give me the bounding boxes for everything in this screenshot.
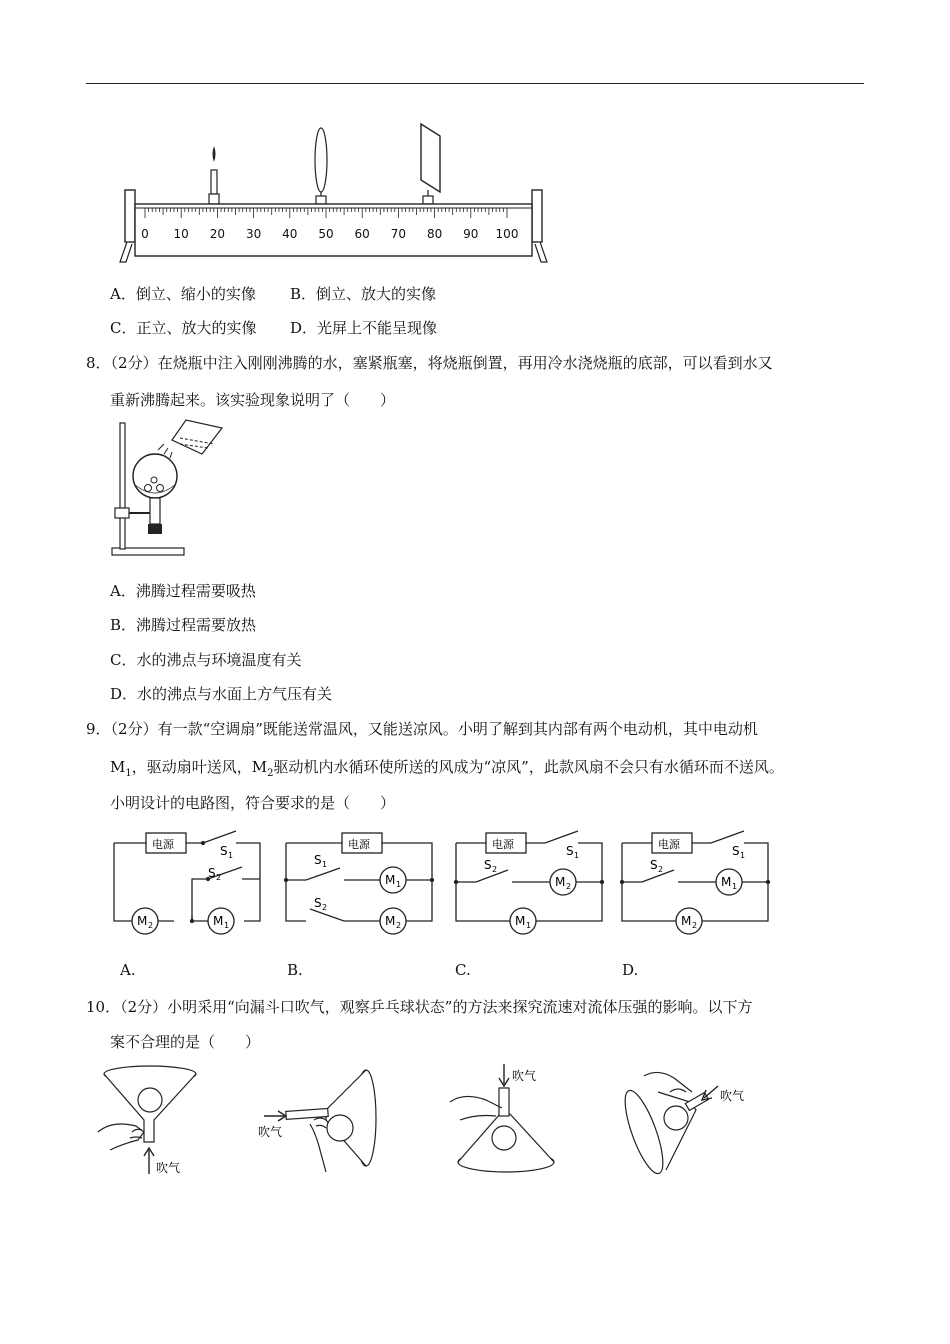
light-screen-icon xyxy=(421,124,440,204)
q9-stem-line2 xyxy=(110,757,784,784)
ruler-label: 60 xyxy=(354,227,370,241)
circuit-c-s1: S xyxy=(566,844,574,858)
circuit-diagram-d xyxy=(616,825,776,940)
q9-stem-text-c: 驱动机内水循环使所送的风成为“凉风”，此款风扇不会只有水循环而不送风。 xyxy=(273,758,784,776)
funnel-b-blow-label: 吹气 xyxy=(258,1125,283,1139)
page-top-rule xyxy=(86,83,864,84)
q7-option-c[interactable]: C．正立、放大的实像 xyxy=(110,319,257,337)
water-beaker-icon xyxy=(158,420,222,458)
ruler-label: 40 xyxy=(282,227,298,241)
circuit-c-m2-sub: 2 xyxy=(566,882,572,891)
circuit-a-m1-sub: 1 xyxy=(224,921,230,930)
funnel-figure-b xyxy=(250,1062,390,1182)
optical-bench-figure xyxy=(110,120,560,270)
circuit-d-m2-sub: 2 xyxy=(692,921,698,930)
arrow-left-icon-d xyxy=(702,1086,718,1100)
circuit-b-s1-sub: 1 xyxy=(322,860,328,869)
circuit-d-s2-sub: 2 xyxy=(658,865,664,874)
circuit-b-power-label: 电源 xyxy=(348,838,370,851)
circuit-a-s1-sub: 1 xyxy=(228,851,234,860)
ruler-label: 30 xyxy=(245,227,262,241)
funnel-a-blow-label: 吹气 xyxy=(156,1161,181,1175)
circuit-a-m1: M xyxy=(213,914,224,928)
circuit-diagram-b xyxy=(280,825,440,940)
q10-stem-line2: 案不合理的是（ ） xyxy=(110,1033,261,1051)
circuit-b-m1-sub: 1 xyxy=(396,880,402,889)
circuit-b-m1: M xyxy=(385,873,396,887)
q9-stem-text-b: ，驱动扇叶送风，M xyxy=(131,758,268,776)
q7-option-d[interactable]: D．光屏上不能呈现像 xyxy=(290,319,438,337)
q8-stem-line2: 重新沸腾起来。该实验现象说明了（ ） xyxy=(110,391,396,409)
circuit-d-s1: S xyxy=(732,844,740,858)
q7-option-b[interactable]: B．倒立、放大的实像 xyxy=(290,285,437,303)
q8-option-c[interactable]: C．水的沸点与环境温度有关 xyxy=(110,651,302,669)
q9-m2-sub: 2 xyxy=(267,768,274,779)
circuit-d-m1: M xyxy=(721,875,732,889)
ruler-label: 50 xyxy=(318,227,334,241)
circuit-c-s1-sub: 1 xyxy=(574,851,580,860)
ruler-label: 20 xyxy=(209,227,226,241)
arrow-up-icon-a xyxy=(144,1148,154,1174)
circuit-c-power-label: 电源 xyxy=(492,838,514,851)
circuit-a-s2-sub: 2 xyxy=(216,873,222,882)
optical-bench xyxy=(120,190,547,262)
inverted-flask-icon xyxy=(133,454,177,534)
ruler-label: 90 xyxy=(463,227,479,241)
circuit-c-s2-sub: 2 xyxy=(492,865,498,874)
ruler-label: 100 xyxy=(495,227,519,241)
q8-option-b[interactable]: B．沸腾过程需要放热 xyxy=(110,616,257,634)
circuit-a-power-label: 电源 xyxy=(152,838,174,851)
circuit-a-s1: S xyxy=(220,844,228,858)
circuit-d-m2: M xyxy=(681,914,692,928)
q8-option-a[interactable]: A．沸腾过程需要吸热 xyxy=(110,582,256,600)
q9-choice-d[interactable]: D. xyxy=(622,961,639,979)
circuit-b-m2-sub: 2 xyxy=(396,921,402,930)
circuit-c-m2: M xyxy=(555,875,566,889)
circuit-b-s1: S xyxy=(314,853,322,867)
circuit-a-m2-sub: 2 xyxy=(148,921,154,930)
funnel-d-blow-label: 吹气 xyxy=(720,1089,745,1103)
circuit-d-s2: S xyxy=(650,858,658,872)
funnel-c-blow-label: 吹气 xyxy=(512,1069,537,1083)
ruler-label: 0 xyxy=(141,227,149,241)
arrow-down-icon-c xyxy=(499,1064,509,1086)
circuit-b-s2: S xyxy=(314,896,322,910)
q9-choice-c[interactable]: C. xyxy=(455,961,471,979)
q9-m1-sub: 1 xyxy=(125,768,132,779)
funnel-figure-a xyxy=(92,1062,212,1182)
lens-icon xyxy=(315,128,327,204)
flask-figure xyxy=(110,418,230,560)
q10-stem-line1: 10．（2分）小明采用“向漏斗口吹气，观察乒乓球状态”的方法来探究流速对流体压强的影响。以下方 xyxy=(86,998,753,1016)
funnel-figure-d xyxy=(614,1062,764,1182)
circuit-d-s1-sub: 1 xyxy=(740,851,746,860)
q8-option-d[interactable]: D．水的沸点与水面上方气压有关 xyxy=(110,685,333,703)
funnel-figure-c xyxy=(446,1062,576,1182)
q9-stem-line1: 9．（2分）有一款“空调扇”既能送常温风，又能送凉风。小明了解到其内部有两个电动机，其中电动机 xyxy=(86,720,758,738)
circuit-b-s2-sub: 2 xyxy=(322,903,328,912)
circuit-a-m2: M xyxy=(137,914,148,928)
circuit-c-m1: M xyxy=(515,914,526,928)
arrow-right-icon-b xyxy=(264,1111,286,1121)
circuit-diagram-a xyxy=(108,825,268,940)
circuit-c-s2: S xyxy=(484,858,492,872)
q8-stem-line1: 8．（2分）在烧瓶中注入刚刚沸腾的水，塞紧瓶塞，将烧瓶倒置，再用冷水浇烧瓶的底部，可以看到水又 xyxy=(86,354,773,372)
circuit-d-m1-sub: 1 xyxy=(732,882,738,891)
q9-choice-a[interactable]: A. xyxy=(120,961,136,979)
ruler-label: 10 xyxy=(173,227,189,241)
ruler-label: 70 xyxy=(390,227,407,241)
circuit-b-m2: M xyxy=(385,914,396,928)
circuit-diagram-c xyxy=(450,825,610,940)
circuit-d-power-label: 电源 xyxy=(658,838,680,851)
q9-stem-line3: 小明设计的电路图，符合要求的是（ ） xyxy=(110,794,396,812)
circuit-c-m1-sub: 1 xyxy=(526,921,532,930)
circuit-a-s2: S xyxy=(208,866,216,880)
q9-m1-symbol: M xyxy=(110,758,126,776)
candle-icon xyxy=(209,146,219,204)
q7-option-a[interactable]: A．倒立、缩小的实像 xyxy=(110,285,256,303)
ruler-label: 80 xyxy=(426,227,443,241)
q9-choice-b[interactable]: B. xyxy=(287,961,303,979)
